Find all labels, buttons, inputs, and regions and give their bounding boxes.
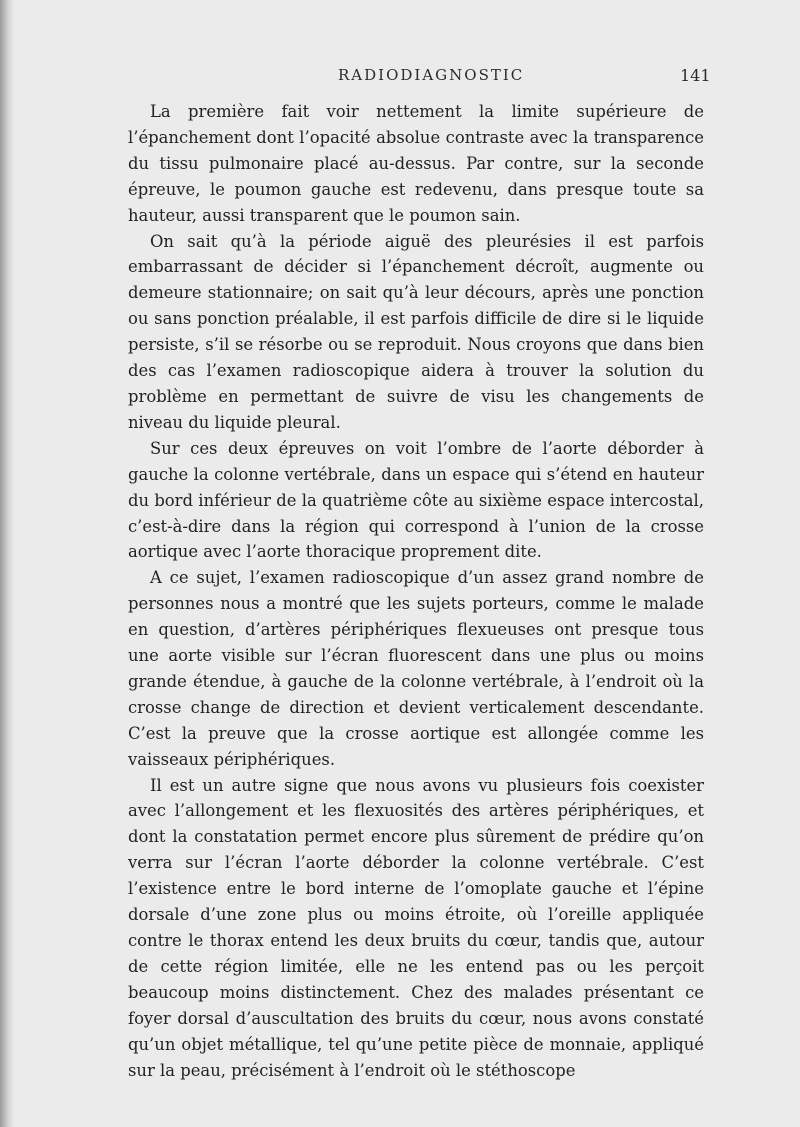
body-text (128, 99, 704, 1083)
paragraph: A ce sujet, l’examen radioscopique d’un assez grand nombre de personnes nous a montré que les sujets porteurs, comme le malade en question, d’artères périphériques flexueuses ont presque tous une aorte visible sur l’écran fluorescent dans une plus ou moins grande étendue, à gauche de la colonne vertébrale, à l’endroit où la crosse change de direction et devient verticalement descendante. C’est la preuve que la crosse aortique est allongée comme les vaisseaux périphériques. (128, 568, 704, 769)
paragraph: On sait qu’à la période aiguë des pleurésies il est parfois embarrassant de décider si l’épanchement décroît, augmente ou demeure stationnaire; on sait qu’à leur décours, après une ponction ou sans ponction préalable, il est parfois difficile de dire si le liquide persiste, s’il se résorbe ou se reproduit. Nous croyons que dans bien des cas l’examen radioscopique aidera à trouver la solution du problème en permettant de suivre de visu les changements de niveau du liquide pleural. (128, 231, 704, 432)
paragraph: Il est un autre signe que nous avons vu plusieurs fois coexister avec l’allongement et les flexuosités des artères périphériques, et dont la constatation permet encore plus sûrement de prédire qu’on verra sur l’écran l’aorte déborder la colonne vertébrale. C’est l’existence entre le bord interne de l’omoplate gauche et l’épine dorsale d’une zone plus ou moins étroite, où l’oreille appliquée contre le thorax entend les deux bruits du cœur, tandis que, autour de cette région limitée, elle ne les entend pas ou les perçoit beaucoup moins distinctement. Chez des malades présentant ce foyer dorsal d’auscultation des bruits du cœur, nous avons constaté qu’un objet métallique, tel qu’une petite pièce de monnaie, appliqué sur la peau, précisément à l’endroit où le stéthoscope (128, 775, 704, 1080)
paragraph: Sur ces deux épreuves on voit l’ombre de l’aorte déborder à gauche la colonne vertébrale, dans un espace qui s’étend en hauteur du bord inférieur de la quatrième côte au sixième espace intercostal, c’est-à-dire dans la région qui correspond à l’union de la crosse aortique avec l’aorte thoracique proprement dite. (128, 438, 704, 562)
page-number: 141 (680, 66, 711, 85)
page-gutter-shadow (0, 0, 14, 1127)
running-title: RADIODIAGNOSTIC (338, 66, 525, 84)
paragraph: La première fait voir nettement la limite supérieure de l’épanchement dont l’opacité absolue contraste avec la transparence du tissu pulmonaire placé au-dessus. Par contre, sur la seconde épreuve, le poumon gauche est redevenu, dans presque toute sa hauteur, aussi transparent que le poumon sain. (128, 102, 704, 225)
page-header (0, 62, 800, 92)
